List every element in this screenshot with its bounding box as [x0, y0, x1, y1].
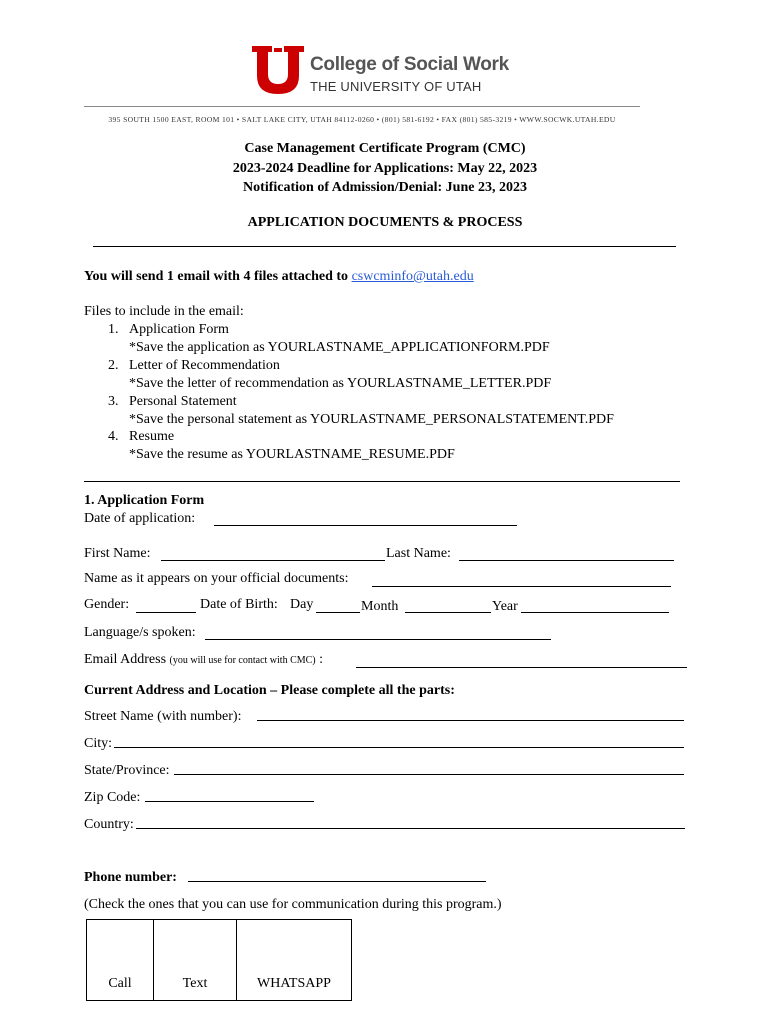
university-of-utah-u-logo: [252, 46, 304, 94]
first-name-field[interactable]: [161, 560, 385, 561]
dob-month-field[interactable]: [405, 612, 491, 613]
section-rule: [93, 246, 676, 247]
country-field[interactable]: [136, 828, 685, 829]
program-title: Case Management Certificate Program (CMC): [244, 141, 526, 156]
list-item: Letter of Recommendation: [129, 358, 280, 373]
dob-month-label: Month: [361, 599, 399, 614]
communication-options-table: [86, 919, 352, 1001]
form-heading: 1. Application Form: [84, 493, 205, 508]
option-text[interactable]: Text: [154, 920, 237, 1001]
header-address: 395 SOUTH 1500 EAST, ROOM 101 • SALT LAKE CITY, UTAH 84112-0260 • (801) 581-6192 • FAX (801) 585-3219 • WWW.SOCWK.UTAH.EDU: [108, 115, 616, 124]
dob-day-field[interactable]: [316, 612, 360, 613]
dob-day-label: Day: [290, 597, 314, 612]
send-instructions: You will send 1 email with 4 files attached to cswcminfo@utah.edu: [84, 269, 474, 284]
state-field[interactable]: [174, 774, 684, 775]
notification-line: Notification of Admission/Denial: June 23, 2023: [243, 180, 527, 195]
dob-label: Date of Birth:: [200, 597, 278, 612]
street-label: Street Name (with number):: [84, 709, 242, 724]
list-item: Personal Statement: [129, 394, 237, 409]
list-item: Application Form: [129, 322, 229, 337]
languages-label: Language/s spoken:: [84, 625, 196, 640]
email-field[interactable]: [356, 667, 687, 668]
header-divider: [84, 106, 640, 107]
contact-email-link[interactable]: cswcminfo@utah.edu: [351, 269, 474, 284]
option-call[interactable]: Call: [87, 920, 154, 1001]
gender-label: Gender:: [84, 597, 130, 612]
deadline-line: 2023-2024 Deadline for Applications: May 22, 2023: [232, 161, 538, 176]
list-item-note: *Save the application as YOURLASTNAME_APPLICATIONFORM.PDF: [129, 340, 550, 355]
dob-year-label: Year: [492, 599, 518, 614]
phone-field[interactable]: [188, 881, 486, 882]
city-label: City:: [84, 736, 113, 751]
section-title: APPLICATION DOCUMENTS & PROCESS: [247, 215, 523, 230]
files-intro: Files to include in the email:: [84, 304, 244, 319]
last-name-field[interactable]: [459, 560, 674, 561]
date-label: Date of application:: [84, 511, 196, 526]
email-label: Email Address (you will use for contact with CMC) :: [84, 652, 324, 667]
university-name: THE UNIVERSITY OF UTAH: [310, 79, 482, 94]
address-heading: Current Address and Location – Please complete all the parts:: [84, 683, 455, 698]
street-field[interactable]: [257, 720, 684, 721]
zip-label: Zip Code:: [84, 790, 141, 805]
list-item-note: *Save the resume as YOURLASTNAME_RESUME.PDF: [129, 447, 455, 462]
college-name: College of Social Work: [310, 54, 509, 75]
zip-field[interactable]: [145, 801, 314, 802]
list-item-number: 2.: [108, 358, 119, 373]
last-name-label: Last Name:: [386, 546, 451, 561]
option-whatsapp[interactable]: WHATSAPP: [237, 920, 352, 1001]
list-item-number: 3.: [108, 394, 119, 409]
phone-label: Phone number:: [84, 870, 177, 885]
dob-year-field[interactable]: [521, 612, 669, 613]
city-field[interactable]: [114, 747, 684, 748]
email-note: (you will use for contact with CMC): [169, 655, 316, 666]
official-name-label: Name as it appears on your official documents:: [84, 571, 349, 586]
check-note: (Check the ones that you can use for communication during this program.): [84, 897, 502, 912]
list-item-number: 1.: [108, 322, 119, 337]
list-item-note: *Save the personal statement as YOURLASTNAME_PERSONALSTATEMENT.PDF: [129, 412, 614, 427]
list-item: Resume: [129, 429, 175, 444]
form-rule: [84, 481, 680, 482]
languages-field[interactable]: [205, 639, 551, 640]
country-label: Country:: [84, 817, 134, 832]
gender-field[interactable]: [136, 612, 196, 613]
official-name-field[interactable]: [372, 586, 671, 587]
list-item-note: *Save the letter of recommendation as YOURLASTNAME_LETTER.PDF: [129, 376, 552, 391]
date-field[interactable]: [214, 525, 517, 526]
state-label: State/Province:: [84, 763, 170, 778]
first-name-label: First Name:: [84, 546, 151, 561]
list-item-number: 4.: [108, 429, 119, 444]
